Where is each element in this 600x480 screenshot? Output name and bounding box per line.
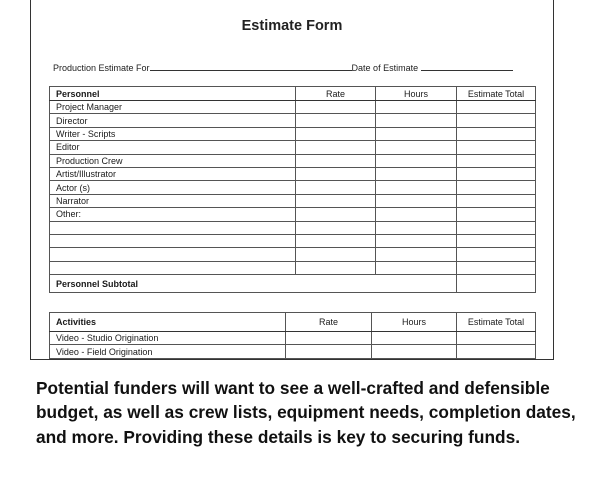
hours-cell[interactable] — [376, 167, 457, 180]
date-of-estimate-field[interactable] — [421, 62, 513, 71]
table-row — [50, 208, 536, 221]
row-label: Actor (s) — [50, 181, 296, 194]
estimate-form-sheet — [30, 0, 554, 360]
hours-cell[interactable] — [376, 221, 457, 234]
activities-table — [49, 312, 536, 359]
estimate-total-cell[interactable] — [457, 101, 536, 114]
rate-cell[interactable] — [296, 208, 376, 221]
activities-header: Activities — [50, 313, 286, 332]
activities-header-row — [50, 313, 536, 332]
rate-cell[interactable] — [296, 234, 376, 247]
rate-cell[interactable] — [296, 248, 376, 261]
hours-cell[interactable] — [376, 234, 457, 247]
hours-header: Hours — [376, 87, 457, 101]
date-of-estimate-label: Date of Estimate — [351, 63, 419, 73]
hours-cell[interactable] — [376, 154, 457, 167]
estimate-total-cell[interactable] — [457, 345, 536, 358]
hours-cell[interactable] — [376, 101, 457, 114]
row-label — [50, 261, 296, 274]
rate-cell[interactable] — [296, 167, 376, 180]
rate-cell[interactable] — [296, 261, 376, 274]
caption-text: Potential funders will want to see a well-crafted and defensible budget, as well as crew lists, equipment needs, completion dates, and more. Providing these details is key to securing funds. — [36, 378, 576, 447]
table-row — [50, 101, 536, 114]
table-row — [50, 234, 536, 247]
production-estimate-label: Production Estimate For — [53, 63, 150, 73]
rate-cell[interactable] — [296, 141, 376, 154]
estimate-total-cell[interactable] — [457, 167, 536, 180]
row-label: Narrator — [50, 194, 296, 207]
row-label: Writer - Scripts — [50, 127, 296, 140]
estimate-total-cell[interactable] — [457, 127, 536, 140]
table-row — [50, 167, 536, 180]
hours-header: Hours — [372, 313, 457, 332]
estimate-total-header: Estimate Total — [457, 87, 536, 101]
row-label — [50, 221, 296, 234]
rate-cell[interactable] — [296, 194, 376, 207]
hours-cell[interactable] — [376, 208, 457, 221]
estimate-total-cell[interactable] — [457, 221, 536, 234]
hours-cell[interactable] — [376, 114, 457, 127]
personnel-table — [49, 86, 536, 293]
hours-cell[interactable] — [376, 261, 457, 274]
table-row — [50, 221, 536, 234]
personnel-subtotal-row — [50, 275, 536, 293]
production-estimate-field[interactable] — [150, 62, 352, 71]
rate-cell[interactable] — [286, 345, 372, 358]
row-label — [50, 248, 296, 261]
table-row — [50, 154, 536, 167]
row-label: Video - Studio Origination — [50, 332, 286, 345]
row-label: Other: — [50, 208, 296, 221]
hours-cell[interactable] — [376, 141, 457, 154]
table-row — [50, 194, 536, 207]
estimate-total-cell[interactable] — [457, 248, 536, 261]
form-title: Estimate Form — [241, 18, 343, 34]
rate-header: Rate — [286, 313, 372, 332]
rate-header: Rate — [296, 87, 376, 101]
table-row — [50, 141, 536, 154]
hours-cell[interactable] — [372, 332, 457, 345]
rate-cell[interactable] — [296, 114, 376, 127]
estimate-total-cell[interactable] — [457, 261, 536, 274]
personnel-subtotal-label: Personnel Subtotal — [50, 275, 457, 293]
estimate-total-cell[interactable] — [457, 194, 536, 207]
row-label: Editor — [50, 141, 296, 154]
rate-cell[interactable] — [296, 154, 376, 167]
table-row — [50, 127, 536, 140]
estimate-total-cell[interactable] — [457, 154, 536, 167]
table-row — [50, 181, 536, 194]
rate-cell[interactable] — [286, 332, 372, 345]
estimate-total-cell[interactable] — [457, 234, 536, 247]
rate-cell[interactable] — [296, 101, 376, 114]
table-row — [50, 345, 536, 358]
row-label: Production Crew — [50, 154, 296, 167]
row-label: Artist/Illustrator — [50, 167, 296, 180]
table-row — [50, 261, 536, 274]
hours-cell[interactable] — [376, 127, 457, 140]
table-row — [50, 332, 536, 345]
personnel-subtotal-cell[interactable] — [457, 275, 536, 293]
rate-cell[interactable] — [296, 181, 376, 194]
hours-cell[interactable] — [372, 345, 457, 358]
row-label: Video - Field Origination — [50, 345, 286, 358]
row-label: Director — [50, 114, 296, 127]
table-row — [50, 248, 536, 261]
hours-cell[interactable] — [376, 181, 457, 194]
estimate-total-cell[interactable] — [457, 181, 536, 194]
hours-cell[interactable] — [376, 248, 457, 261]
row-label: Project Manager — [50, 101, 296, 114]
estimate-header-line — [53, 62, 513, 73]
estimate-total-cell[interactable] — [457, 114, 536, 127]
personnel-header: Personnel — [50, 87, 296, 101]
row-label — [50, 234, 296, 247]
hours-cell[interactable] — [376, 194, 457, 207]
rate-cell[interactable] — [296, 127, 376, 140]
estimate-total-cell[interactable] — [457, 141, 536, 154]
personnel-header-row — [50, 87, 536, 101]
rate-cell[interactable] — [296, 221, 376, 234]
table-row — [50, 114, 536, 127]
estimate-total-cell[interactable] — [457, 332, 536, 345]
estimate-total-cell[interactable] — [457, 208, 536, 221]
estimate-total-header: Estimate Total — [457, 313, 536, 332]
